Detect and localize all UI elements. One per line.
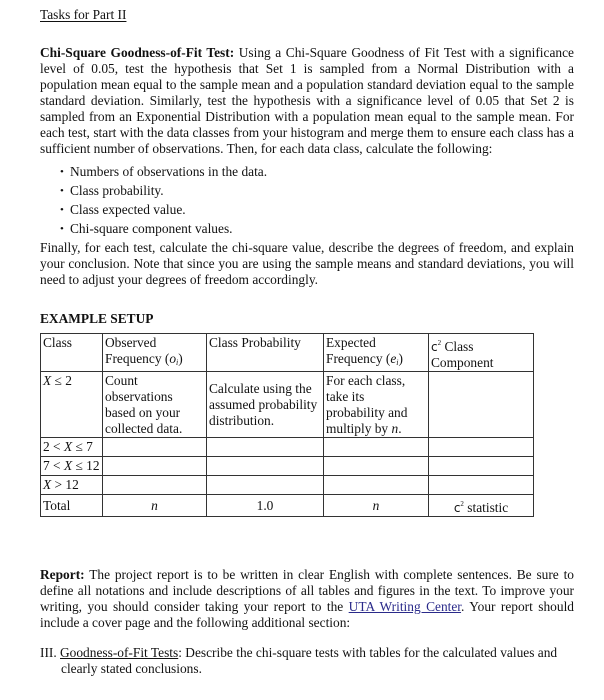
page-heading: Tasks for Part II (40, 7, 127, 22)
expected-cell (324, 438, 429, 457)
example-setup-table (40, 333, 534, 517)
section-text-continuation: clearly stated conclusions. (61, 661, 202, 676)
table-row (41, 372, 534, 438)
observed-variable: o (169, 351, 177, 366)
table-row (41, 476, 534, 495)
list-item-text: Chi-square component values. (70, 221, 233, 236)
class-variable: X (63, 439, 73, 454)
report-text: The project report is to be written in clear English with complete sentences. Be sure to define all notations and include descriptions of all tables and figures in the text. To improve your writing, you should consider taking your report to the (40, 567, 574, 614)
class-variable: X (43, 373, 52, 388)
component-cell (429, 372, 534, 438)
class-variable: X (43, 477, 52, 492)
probability-cell (207, 457, 324, 476)
total-observed: n (103, 495, 207, 517)
bullet-icon: • (60, 185, 64, 197)
section-title: Goodness-of-Fit Tests (60, 645, 179, 660)
class-lower-bound: 2 < (43, 439, 64, 454)
observed-cell (103, 457, 207, 476)
expected-subscript: i (396, 358, 399, 367)
bullet-icon: • (60, 223, 64, 235)
class-cell (41, 438, 103, 457)
header-class-probability: Class Probability (207, 334, 324, 372)
header-chi-square-component (429, 334, 534, 372)
example-setup-title: EXAMPLE SETUP (40, 311, 154, 326)
class-cell (41, 372, 103, 438)
observed-cell (103, 476, 207, 495)
chi-superscript: 2 (460, 500, 464, 508)
class-bound: ≤ 2 (51, 373, 72, 388)
observed-cell: Count observations based on your collected data. (103, 372, 207, 438)
report-paragraph (40, 567, 574, 631)
table-total-row (41, 495, 534, 517)
expected-cell (324, 372, 429, 438)
n-variable: n (391, 421, 399, 436)
component-cell (429, 476, 534, 495)
finally-paragraph: Finally, for each test, calculate the chi-square value, describe the degrees of freedom, and explain your conclusion. Note that since you are using the sample means and standard deviations, you will need to adjust your degrees of freedom accordingly. (40, 240, 574, 287)
list-item (60, 164, 267, 183)
calculation-list (60, 164, 267, 240)
class-lower-bound: 7 < (43, 458, 64, 473)
chi-symbol: c (453, 501, 461, 515)
paren-close: ) (178, 351, 183, 366)
header-observed-label: Observed Frequency ( (105, 335, 170, 366)
header-class: Class (41, 334, 103, 372)
chi-square-test-lead: Chi-Square Goodness-of-Fit Test: (40, 45, 235, 60)
header-expected-frequency (324, 334, 429, 372)
list-item-text: Numbers of observations in the data. (70, 164, 268, 179)
class-cell (41, 457, 103, 476)
section-number: III. (40, 645, 57, 660)
total-chi-square-statistic (429, 495, 534, 517)
list-item (60, 202, 267, 221)
list-item (60, 183, 267, 202)
class-bound: ≤ 7 (72, 439, 93, 454)
class-bound: ≤ 12 (72, 458, 100, 473)
probability-cell (207, 438, 324, 457)
observed-subscript: i (176, 358, 179, 367)
chi-square-test-text: Using a Chi-Square Goodness of Fit Test with a significance level of 0.05, test the hypothesis that Set 1 is sampled from a Normal Distribution with a population mean equal to the sample mean and a population standard deviation equal to the sample standard deviation. Similarly, test the hypothesis with a significance level of 0.05 that Set 2 is sampled from an Exponential Distribution with a population mean equal to the sample mean. For each test, start with the data classes from your histogram and merge them to ensure each class has a sufficient number of observations. Then, for each data class, calculate the following: (40, 45, 574, 156)
table-header-row (41, 334, 534, 372)
expected-cell (324, 457, 429, 476)
expected-text: For each class, take its probability and multiply by (326, 373, 408, 436)
probability-cell (207, 476, 324, 495)
header-observed-frequency (103, 334, 207, 372)
observed-cell (103, 438, 207, 457)
paren-close: ) (398, 351, 403, 366)
probability-cell: Calculate using the assumed probability distribution. (207, 372, 324, 438)
section-item-goodness-of-fit (40, 645, 574, 677)
component-cell (429, 438, 534, 457)
statistic-label: statistic (463, 500, 509, 515)
list-item (60, 221, 267, 240)
class-bound: > 12 (51, 477, 79, 492)
table-row (41, 457, 534, 476)
bullet-icon: • (60, 166, 64, 178)
header-component-label: Class Component (431, 339, 494, 370)
total-probability: 1.0 (207, 495, 324, 517)
list-item-text: Class probability. (70, 183, 164, 198)
class-variable: X (63, 458, 73, 473)
class-cell (41, 476, 103, 495)
header-expected-label: Expected Frequency ( (326, 335, 391, 366)
report-text-end: . Your report should include a cover page and the following additional section: (40, 599, 574, 630)
expected-cell (324, 476, 429, 495)
chi-symbol: c (431, 340, 438, 354)
table-row (41, 438, 534, 457)
total-expected: n (324, 495, 429, 517)
chi-superscript: 2 (437, 339, 442, 347)
total-label: Total (41, 495, 103, 517)
section-text: : Describe the chi-square tests with tables for the calculated values and (178, 645, 558, 660)
expected-variable: e (390, 351, 397, 366)
bullet-icon: • (60, 204, 64, 216)
report-lead: Report: (40, 567, 85, 582)
uta-writing-center-link[interactable]: UTA Writing Center (348, 599, 462, 614)
list-item-text: Class expected value. (70, 202, 186, 217)
chi-square-test-paragraph (40, 45, 574, 157)
component-cell (429, 457, 534, 476)
period: . (398, 421, 402, 436)
